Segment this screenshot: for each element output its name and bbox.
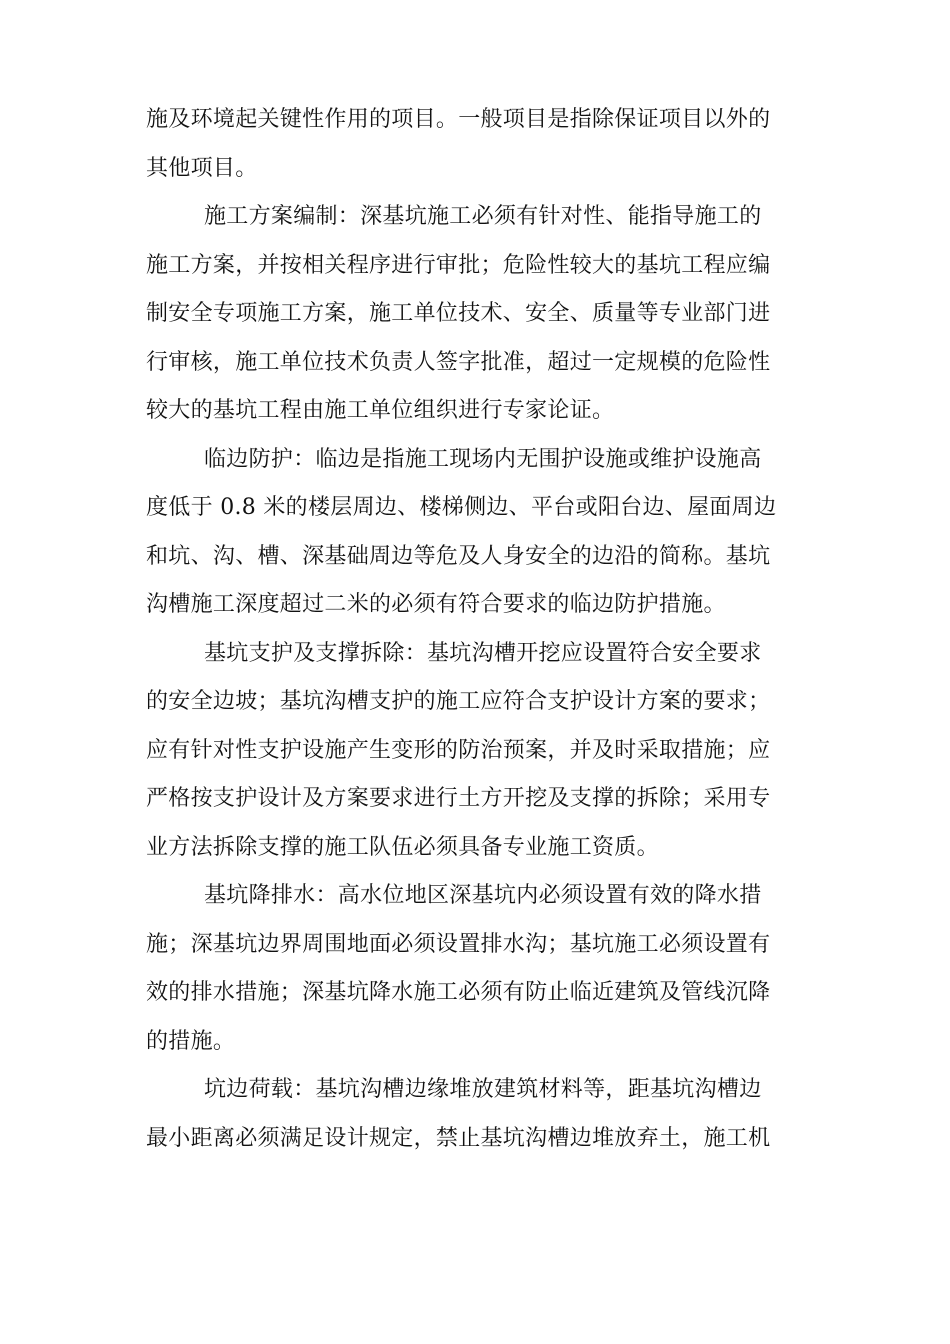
- text-line: 其他项目。: [146, 155, 258, 181]
- text-line: 的措施。: [146, 1028, 236, 1054]
- text-line: 较大的基坑工程由施工单位组织进行专家论证。: [146, 398, 615, 423]
- paragraph-start-line: 基坑支护及支撑拆除：基坑沟槽开挖应设置符合安全要求: [204, 640, 762, 666]
- text-line: 应有针对性支护设施产生变形的防治预案，并及时采取措施；应: [146, 737, 771, 763]
- text-line: 制安全专项施工方案，施工单位技术、安全、质量等专业部门进: [146, 301, 771, 326]
- paragraph-start-line: 施工方案编制：深基坑施工必须有针对性、能指导施工的: [204, 204, 762, 229]
- text-line: 施工方案，并按相关程序进行审批；危险性较大的基坑工程应编: [146, 252, 771, 278]
- text-line: 效的排水措施；深基坑降水施工必须有防止临近建筑及管线沉降: [146, 980, 771, 1005]
- text-line: 施；深基坑边界周围地面必须设置排水沟；基坑施工必须设置有: [146, 931, 771, 957]
- body-text: [146, 96, 814, 1163]
- paragraph-start-line: 临边防护：临边是指施工现场内无围护设施或维护设施高: [204, 446, 762, 472]
- text-line: 行审核，施工单位技术负责人签字批准，超过一定规模的危险性: [146, 349, 771, 375]
- text-line: 严格按支护设计及方案要求进行土方开挖及支撑的拆除；采用专: [146, 786, 771, 811]
- paragraph-start-line: 基坑降排水：高水位地区深基坑内必须设置有效的降水措: [204, 883, 762, 908]
- paragraph-start-line: 坑边荷载：基坑沟槽边缘堆放建筑材料等，距基坑沟槽边: [204, 1077, 762, 1102]
- text-line: 施及环境起关键性作用的项目。一般项目是指除保证项目以外的: [146, 107, 771, 132]
- text-line: 和坑、沟、槽、深基础周边等危及人身安全的边沿的简称。基坑: [146, 543, 771, 569]
- text-line: 沟槽施工深度超过二米的必须有符合要求的临边防护措施。: [146, 592, 726, 617]
- text-line: 最小距离必须满足设计规定，禁止基坑沟槽边堆放弃土，施工机: [146, 1125, 771, 1151]
- text-line: 业方法拆除支撑的施工队伍必须具备专业施工资质。: [146, 834, 659, 860]
- text-line: 度低于 0.8 米的楼层周边、楼梯侧边、平台或阳台边、屋面周边: [146, 495, 777, 520]
- text-line: 的安全边坡；基坑沟槽支护的施工应符合支护设计方案的要求；: [146, 689, 771, 714]
